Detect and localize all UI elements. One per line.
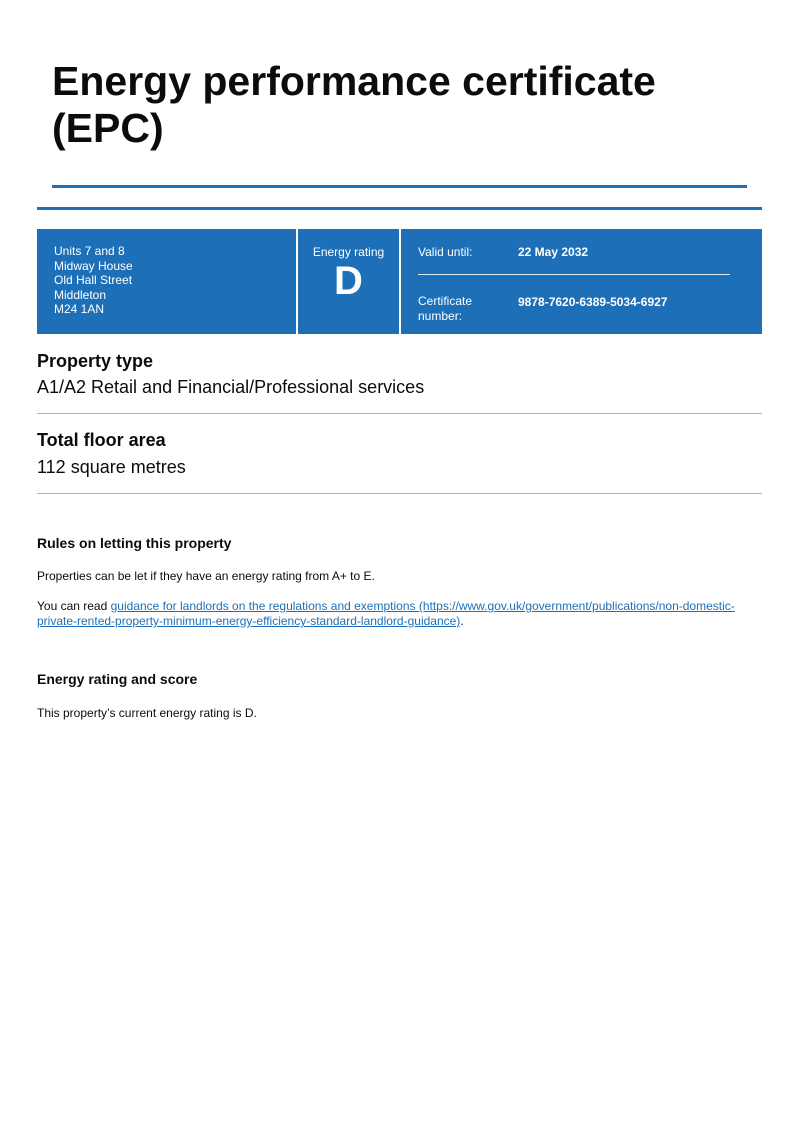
property-type-value: A1/A2 Retail and Financial/Professional services [37, 377, 425, 397]
floor-area-value: 112 square metres [37, 457, 186, 477]
valid-until-value: 22 May 2032 [518, 245, 589, 259]
certificate-number-value: 9878-7620-6389-5034-6927 [518, 295, 668, 309]
guidance-prefix: You can read [37, 599, 111, 613]
address-line: M24 1AN [54, 302, 105, 316]
address-line: Middleton [54, 287, 107, 302]
valid-until-label: Valid until: [418, 245, 473, 259]
certificate-number-label-line: Certificate [418, 294, 473, 308]
property-type-heading: Property type [37, 351, 154, 371]
panel-divider [399, 229, 401, 334]
meta-divider [418, 274, 730, 275]
landlord-guidance-paragraph [37, 599, 757, 629]
energy-rating-score-text: This property’s current energy rating is D. [37, 706, 257, 720]
floor-area-heading: Total floor area [37, 430, 166, 450]
page-title: Energy performance certificate (EPC) [52, 58, 656, 151]
address-line: Old Hall Street [54, 273, 133, 287]
property-address [54, 244, 133, 317]
certificate-number-label [418, 294, 472, 324]
address-line: Midway House [54, 258, 133, 273]
energy-rating-label: Energy rating [312, 245, 385, 259]
landlord-guidance-link[interactable]: guidance for landlords on the regulations and exemptions [110, 599, 416, 613]
guidance-suffix: . [460, 614, 464, 628]
energy-rating-letter: D [334, 259, 363, 303]
certificate-summary-panel [37, 229, 762, 334]
title-underline [52, 185, 747, 188]
address-line: Units 7 and 8 [54, 244, 125, 258]
certificate-number-label-line: number: [418, 309, 463, 323]
energy-rating-box [298, 229, 399, 334]
landlord-guidance-url[interactable]: (https://www.gov.uk/government/publications/non-domestic-private-rented-property-minimum-energy-efficiency-standard-landlord-guidance) [37, 599, 735, 628]
section-rule [37, 413, 762, 414]
letting-rules-heading: Rules on letting this property [37, 535, 232, 551]
letting-rules-text: Properties can be let if they have an energy rating from A+ to E. [37, 569, 375, 583]
section-divider [37, 207, 762, 210]
section-rule [37, 493, 762, 494]
energy-rating-score-heading: Energy rating and score [37, 671, 198, 687]
